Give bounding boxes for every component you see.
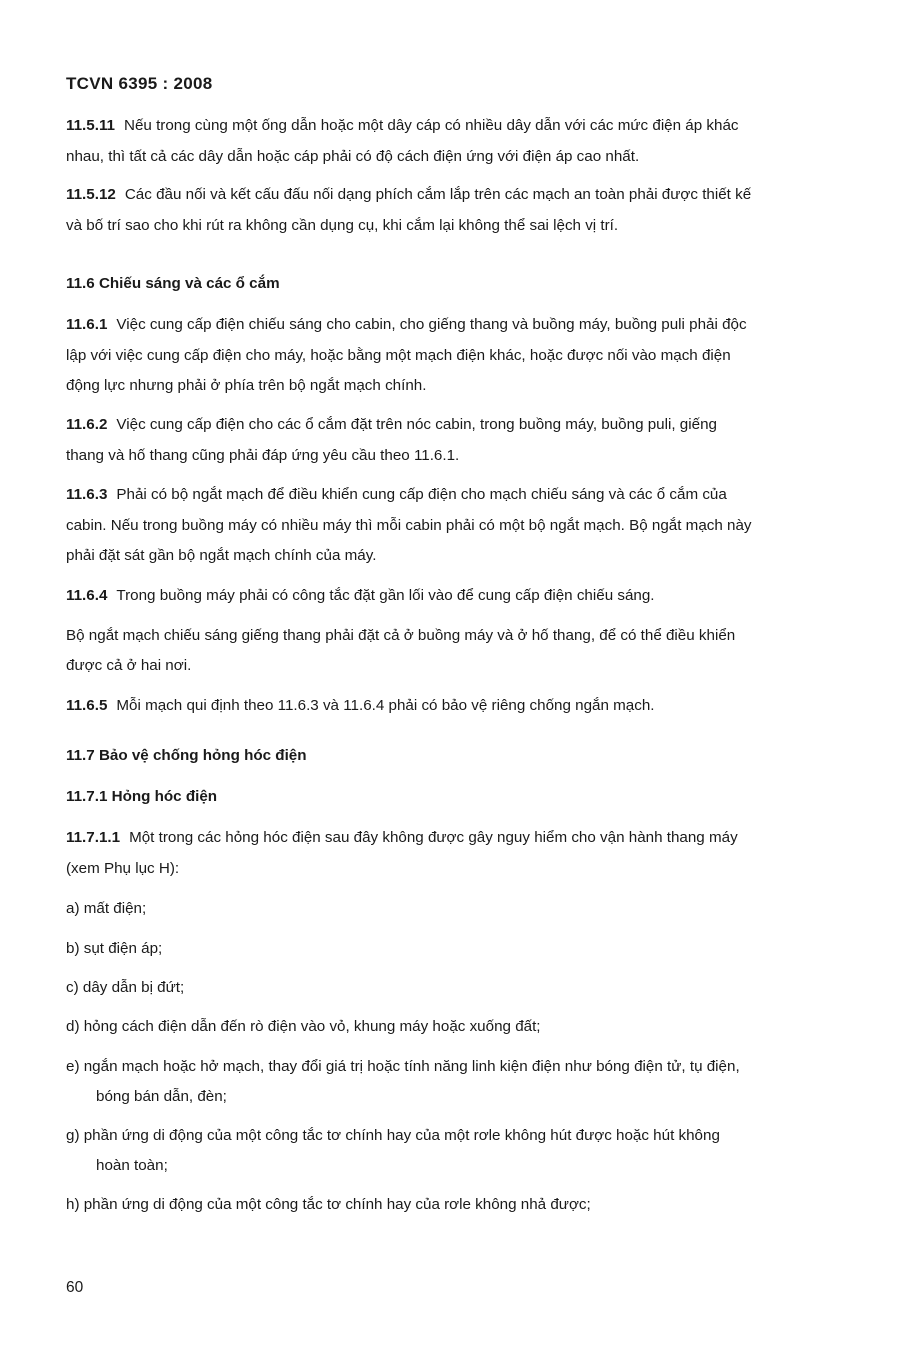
- page-number: 60: [66, 1279, 84, 1296]
- list-item-d: d) hỏng cách điện dẫn đến rò điện vào vỏ, khung máy hoặc xuống đất;: [66, 1018, 541, 1035]
- clause-number: 11.6.2: [66, 416, 108, 433]
- list-item-c: c) dây dẫn bị đứt;: [66, 979, 185, 996]
- clause-number: 11.5.11: [66, 117, 115, 134]
- clause-11-6-2-line-1: [66, 416, 717, 434]
- clause-text: Các đầu nối và kết cấu đấu nối dạng phích cắm lắp trên các mạch an toàn phải được thiết kế: [124, 186, 752, 203]
- section-heading-11-7-1: 11.7.1 Hỏng hóc điện: [66, 788, 218, 805]
- clause-text: Một trong các hỏng hóc điện sau đây không được gây nguy hiểm cho vận hành thang máy: [129, 829, 738, 846]
- paragraph-lighting-line-2: được cả ở hai nơi.: [66, 657, 192, 674]
- clause-11-6-5-line-1: [66, 697, 655, 715]
- list-item-b: b) sụt điện áp;: [66, 940, 163, 957]
- clause-11-6-3-line-3: phải đặt sát gần bộ ngắt mạch chính của máy.: [66, 547, 377, 564]
- clause-number: 11.6.5: [66, 697, 108, 714]
- clause-11-6-1-line-1: [66, 316, 747, 334]
- clause-11-7-1-1-line-1: [66, 829, 738, 847]
- clause-11-6-2-line-2: thang và hố thang cũng phải đáp ứng yêu cầu theo 11.6.1.: [66, 447, 460, 464]
- list-item-g-line-2: hoàn toàn;: [96, 1157, 168, 1174]
- clause-11-6-3-line-1: [66, 486, 727, 504]
- list-item-e-line-2: bóng bán dẫn, đèn;: [96, 1088, 227, 1105]
- clause-text: Nếu trong cùng một ống dẫn hoặc một dây cáp có nhiều dây dẫn với các mức điện áp khác: [124, 117, 739, 134]
- clause-11-5-12-line-1: [66, 186, 751, 204]
- clause-text: Mỗi mạch qui định theo 11.6.3 và 11.6.4 phải có bảo vệ riêng chống ngắn mạch.: [116, 697, 655, 714]
- clause-11-6-4-line-1: [66, 587, 655, 605]
- list-item-h: h) phần ứng di động của một công tắc tơ chính hay của rơle không nhả được;: [66, 1196, 591, 1213]
- list-item-a: a) mất điện;: [66, 900, 147, 917]
- clause-number: 11.7.1.1: [66, 829, 121, 846]
- clause-11-6-3-line-2: cabin. Nếu trong buồng máy có nhiều máy thì mỗi cabin phải có một bộ ngắt mạch. Bộ ngắt mạch này: [66, 517, 752, 534]
- clause-11-6-1-line-2: lập với việc cung cấp điện cho máy, hoặc bằng một mạch điện khác, hoặc được nối vào mạch điện: [66, 347, 731, 364]
- list-item-g-line-1: g) phần ứng di động của một công tắc tơ chính hay của một rơle không hút được hoặc hút không: [66, 1127, 720, 1144]
- clause-11-5-11-line-1: [66, 117, 739, 135]
- clause-11-5-12-line-2: và bố trí sao cho khi rút ra không cần dụng cụ, khi cắm lại không thể sai lệch vị trí.: [66, 217, 619, 234]
- clause-text: Việc cung cấp điện chiếu sáng cho cabin, cho giếng thang và buồng máy, buồng puli phải độc: [116, 316, 747, 333]
- paragraph-lighting-line-1: Bộ ngắt mạch chiếu sáng giếng thang phải đặt cả ở buồng máy và ở hố thang, để có thể điều khiển: [66, 627, 736, 644]
- clause-11-7-1-1-line-2: (xem Phụ lục H):: [66, 860, 180, 877]
- section-heading-11-7: 11.7 Bảo vệ chống hỏng hóc điện: [66, 747, 307, 764]
- clause-number: 11.5.12: [66, 186, 116, 203]
- section-heading-11-6: 11.6 Chiếu sáng và các ổ cắm: [66, 275, 280, 292]
- standard-header: TCVN 6395 : 2008: [66, 74, 213, 93]
- clause-text: Trong buồng máy phải có công tắc đặt gần lối vào để cung cấp điện chiếu sáng.: [116, 587, 655, 604]
- clause-11-5-11-line-2: nhau, thì tất cả các dây dẫn hoặc cáp phải có độ cách điện ứng với điện áp cao nhất.: [66, 148, 640, 165]
- clause-text: Việc cung cấp điện cho các ổ cắm đặt trên nóc cabin, trong buồng máy, buồng puli, giếng: [116, 416, 717, 433]
- clause-number: 11.6.1: [66, 316, 108, 333]
- clause-11-6-1-line-3: động lực nhưng phải ở phía trên bộ ngắt mạch chính.: [66, 377, 427, 394]
- clause-text: Phải có bộ ngắt mạch để điều khiển cung cấp điện cho mạch chiếu sáng và các ổ cắm của: [116, 486, 727, 503]
- clause-number: 11.6.3: [66, 486, 108, 503]
- clause-number: 11.6.4: [66, 587, 108, 604]
- list-item-e-line-1: e) ngắn mạch hoặc hở mạch, thay đổi giá trị hoặc tính năng linh kiện điện như bóng điện tử, tụ điện,: [66, 1058, 740, 1075]
